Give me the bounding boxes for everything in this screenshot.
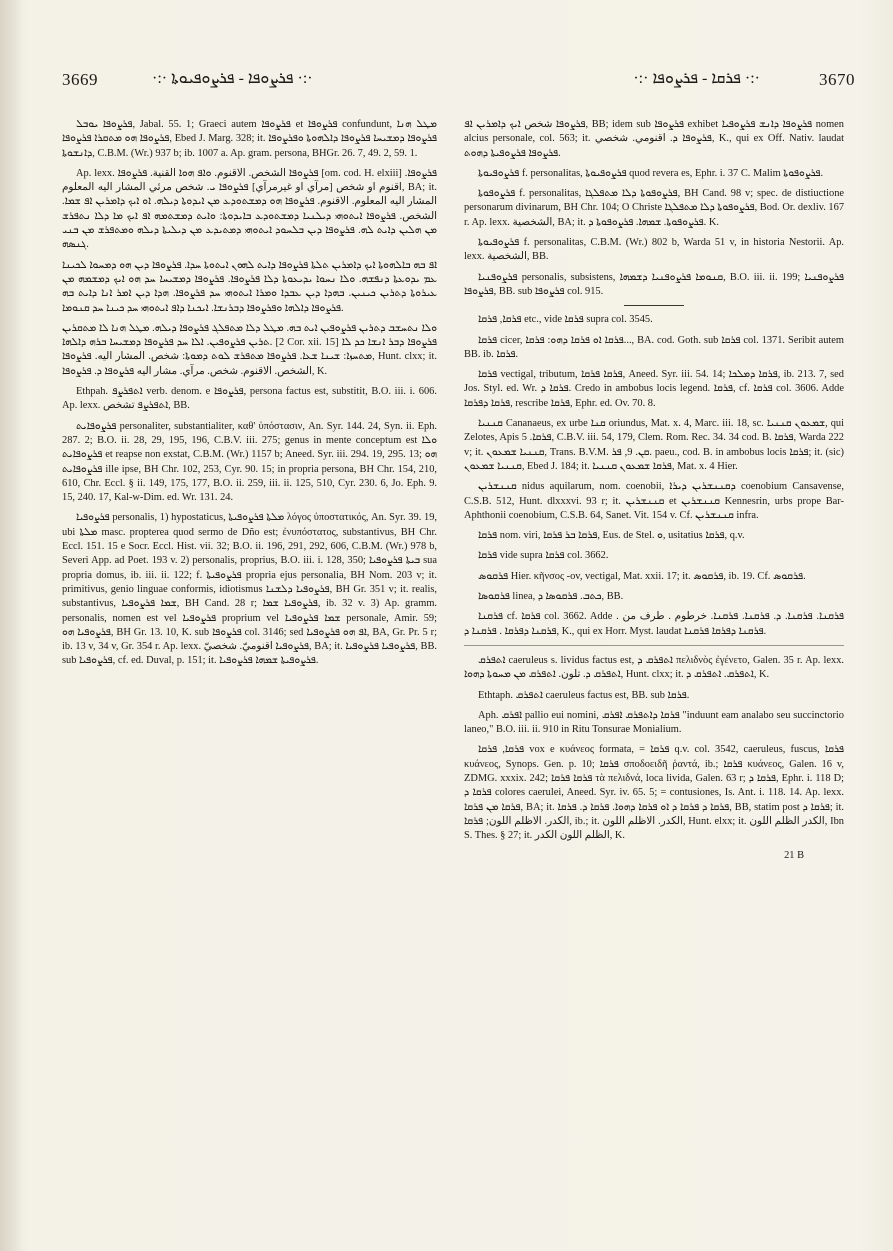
- entry: ܐܦ ܒܗ ܒܐܠܗܘܬܐ ܐܝܟ ܕܐܡܪܝܢ ܬܠܬܐ ܦܪܨܘܦܐ ܕܐܝܬ ܠܗܘܢ ܐܝܬܘܬܐ ܚܕܐ. ܦܪܨܘܦܐ ܕܝܢ ܗܘ ܕܡܚܘܐ ܠܟܝܢܐ ܥܡ ܝܕܘܥܬܐ ܕܢܦܫܗ. ܘܠܐ ܢܚܘܐ ܝܕܝܥܘܬܐ ܕܠܐ ܦܪܨܘܦܐ. ܦܪܨܘܦܐ ܕܡܫܝܚܐ ܚܕ ܗܘ ܐܝܟ ܕܡܫܡܗ ܡܢ ܥܝܪܘܬܐ ܕܬܪܝܢ ܟܝܢܝܢ. ܒܗܕܐ ܕܝܢ ܥܒܕܐ ܘܡܪܐ ܐܝܬܘܗܝ ܚܕ ܦܪܨܘܦܐ. ܗܕܐ ܕܝܢ ܐܡܪ ܐܢܐ ܕܐܝܬ ܒܗ ܦܪܨܘܦܐ ܕܐܠܗܐ ܘܦܪܨܘܦܐ ܕܒܪܢܫܐ. ܐܝܟܢܐ ܕܐܦ ܐܝܬܘܗܝ ܚܕ ܟܝܢܐ ܚܕ ܩܢܘܡܐ.: [62, 259, 437, 314]
- entry: Ethtaph. ܐܬܦܪܩ caeruleus factus est, BB. sub ܦܪܩܐ.: [478, 689, 690, 701]
- signature-mark: 21 B: [784, 850, 804, 862]
- entry: ܦܪܨܘܦܐ شخص ܐܝܟ ܕܐܡܪܝܢ ܐܦ, BB; idem sub ܦܪܨܘܦܐ exhibet ܦܪܨܘܦܐ ܕܐܢܫ ܦܪܨܘܦܝܐ nomen alcius personale, col. 563; it. ܦܪܨܘܦܐ ܕ. اقنومي. شخصي, K., qui ex Off. Nativ. laudat ܦܪܨܘܦܐ ܦܪܨܘܦܝܬܐ ܕܗܘܬ.: [464, 119, 844, 159]
- entry: ܘܠܐ ܢܬܚܫܒ ܕܬܪܝܢ ܦܪܨܘܦܝܢ ܐܝܬ ܒܗ. ܡܛܠ ܕܠܐ ܡܬܦܠܓ ܦܪܨܘܦܐ ܕܝܠܗ. ܡܛܠ ܗܢܐ ܠܐ ܡܬܩܪܝܢ ܬܪܝܢ ܦܪܨܘܦܝܢ. ܐܠܐ ܚܕ ܦܪܨܘܦܐ ܕܡܫܝܚܐ ܒܪܗ ܕܐܠܗܐ. [2 Cor. xii. 15] ܦܪܨܘܦܐ ܕܒܪ ܐܢܫܐ ܟܕ ܠܐ ܡܬܚܙܐ: ܫܝܢܐ ܫܥܐ. ܦܪܨܘܦܐ ܡܬܦܪܫ ܠܘܬ ܕܡܘܬܐ: شخص. المشار اليه. ܦܪܨܘܦܐ, Hunt. clxx; it. الشخص. الاقنوم. شخص. مرآي. مشار اليه ܦܪܨܘܦܐ ܕ. ܦܪܨܘܦܐ, K.: [62, 322, 437, 377]
- page-number-right: 3670: [819, 70, 855, 89]
- entry: ܦܪܨܘܦܢܝܐ personalis, subsistens, ܩܢܘܡܐ ܦܪܨܘܦܢܝܐ ܕܫܡܗܐ, B.O. iii. ii. 199; ܦܪܨܘܦܢܝܐ ܦܪܨܘܦܐ, BB. sub ܦܪܨܘܦܐ col. 915.: [464, 271, 844, 297]
- running-head-left: ·:· ܦܪܨܘܦܐ - ܦܪܨܘܦܝܘܬܐ ·:·: [152, 70, 313, 87]
- page-number-left: 3669: [62, 70, 98, 89]
- left-column: [62, 118, 437, 1208]
- entry: ܦܪܨܘܦܐ ܝܘܒܠ, Jabal. 55. 1; Graeci autem ܦܪܨܘܦܐ et ܦܪܨܘܦܐ confundunt, ܡܛܠ ܗܢܐ ܦܪܨܘܦܐ ܗܘ ܡܬܩܪܐ ܦܪܨܘܦܐ, Ebed J. Marg. 328; it. ܦܪܨܘܦܐ ܕܡܫܝܚܐ ܦܪܨܘܦܐ ܕܐܠܗܘܬܐ ܘܦܪܨܘܦܐ ܕܐܢܫܘܬܐ, C.B.M. (Wr.) 937 b; ib. 1007 a. Ap. gram. persona, BHGr. 26. 7, 49. 2, 59. 1.: [62, 119, 437, 159]
- entry: ܦܪܨܘܦܝܐ personalis, 1) hypostaticus, ܡܠܬܐ ܦܪܨܘܦܝܬܐ λόγος ὑποστατικός, An. Syr. 39. 19, ubi ܡܠܬܐ masc. propterea quod sermo de Dño est; ἐνυπόστατος, substantivus, BH Chr. Eccl. 151. 15 e Socr. Eccl. Hist. vii. 32; B.O. ii. 196, 291, 292, 606, C.B.M. (Wr.) 978 b, Severi App. ad Poet. 193 v. 2) personalis, proprius, B.O. iii. i. 128, 350; ܒܝܬܐ ܦܪܨܘܦܝܐ sua propria domus, ib. iii. ii. 122; f. ܦܪܨܘܦܝܬܐ propria ejus personalia, BH Nom. 203 v; it. primitivus, genio linguae conformis, idiotismus ܦܪܨܘܦܝܐ ܕܠܫܢܐ, BH Gr. 351 v; it. realis, substantivus, ܫܡܐ ܦܪܨܘܦܝܐ, BH Cand. 28 r; ܦܪܨܘܦܝܐ ܫܡܐ, ib. 32 v. 3) Ap. gramm. personalis, nomen est vel ܦܪܨܘܦܝܐ proprium vel ܫܡܐ ܦܪܨܘܦܝܐ personale, Amir. 59; ܦܪܨܘܦܝܐ ܗܘ, BH Gr. 13. 10, K. sub ܦܪܨܘܦܐ col. 3146; sed ܐܦ ܗܘ ܦܪܨܘܦܝܐ, BA, Gr. Pr. 5 r; ib. 13 v, 34 v, Gr. 354 r. Ap. lexx. ܦܪܨܘܦܝܐ اقنوميّ. شخصيّ, BA; it. ܦܪܨܘܦܝܐ ܦܪܨܘܦܝܐ, BB. sub ܦܪܨܘܦܝܐ, cf. ed. Duval, p. 151; it. ܦܪܨܘܦܝܬܐ ܫܡܗܐ ܦܪܨܘܦܝܐ.: [62, 512, 437, 667]
- entry: ܦܪܩܐ, ܦܪܩܐ etc., vide ܦܪܩܐ supra col. 3545.: [478, 314, 653, 326]
- entry: ܦܪܨܘܦܘܬܐ f. personalitas, ܦܪܨܘܦܘܬܐ ܕܠܐ ܡܬܦܠܓܐ, BH Cand. 98 v; spec. de distiuctione personarum divinarum, BH Chr. 104; O Christe ܦܪܨܘܦܘܬܐ ܕܠܐ ܡܬܦܠܓܐ, Bod. Or. dexliv. 167 r. Ap. lexx. الشخصية, BA; it. ܦܪܨܘܦܘܬܐ. ܫܡܗܐ. ܦܪܨܘܦܘܬܐ ܕ. K.: [464, 188, 844, 228]
- entry: ܦܪܩܐ cicer, ܦܪܩܐ ܐܘ ܦܪܩܐ ܕܗܘ: ܦܪܩܐ..., BA. cod. Goth. sub ܦܪܩܐ col. 1371. Seribit autem BB. ib. ܦܪܩܐ.: [464, 334, 844, 360]
- entry: ܦܪܩܘܣܐ linea, ܟܬܒ. ܦܪܩܘܣܐ ܕ, BB.: [478, 591, 624, 603]
- entry: ܦܪܩܐ, ܦܪܩܐ vox e κυάνεος formata, = ܦܪܩܐ q.v. col. 3542, caeruleus, fuscus, ܦܪܩܐ κυάνεος, Synops. Gen. p. 10; ܦܪܩܐ σποδοειδῆ ῥαντά, ib.; ܦܪܩܐ κυάνεος, Galen. 16 v, ZDMG. xxxix. 242; ܦܪܩܐ ܦܪܩܐ τὰ πελιδνά, loca livida, Galen. 63 r; ܦܪܩܐ ܕ, Ephr. i. 118 D; ܦܪܩܐ ܕ colores caerulei, Aneed. Syr. iv. 65. 5; = contusiones, Is. Ant. i. 118. 14. Ap. lexx. ܦܪܩܐ ܡܢ ܦܪܩܐ, BA; it. ܦܪܩܐ ܕ ܦܪܩܐ ܕ ܐܘ ܦܪܩܐ ܕܗܘܐ. ܦܪܩܐ ܕ. ܦܪܩܐ, BB, statim post ܦܪܩܐ ܕ; it. الكدر. الاظلم اللون; ܦܪܩܐ, ib.; it. الكدر. الاظلم اللون, Hunt. elxx; it. الكدر الظلم اللون, Ibn S. Thes. § 27; it. الظلم اللون الكدر, K.: [464, 744, 844, 842]
- entry: ܦܪܨܘܦܝܘܬܐ f. personalitas, ܦܪܨܘܦܝܘܬܐ quod revera es, Ephr. i. 37 C. Malim ܦܪܨܘܦܘܬܐ.: [478, 167, 824, 179]
- section-divider: [624, 305, 684, 306]
- right-column: [464, 118, 844, 1208]
- entry: Ethpah. ܐܬܦܪܨܦ verb. denom. e ܦܪܨܘܦܐ, persona factus est, substitit, B.O. iii. i. 606. Ap. lexx. ܐܬܦܪܨܦ تشخص, BB.: [62, 386, 437, 412]
- entry: ܦܪܩܐ nom. viri, ܦܪܩܐ ܒܪ ܦܪܩܐ, Eus. de Stel. ܘ, usitatius ܦܪܩܐ, q.v.: [478, 530, 745, 542]
- entry: ܩܢܢܫܪܝܢ nidus aquilarum, nom. coenobii, ܕܩܢܢܫܪܝܢ ܕܝܪܐ coenobium Cansavense, C.S.B. 512, Hunt. dlxxxvi. 93 r; it. ܩܢܢܫܪܝܢ et ܩܢܢܫܪܝܢ Kennesrin, urbs prope Bar-Aphthonii coenobium, C.S.B. 64, Sanet. Vit. 154 v. Cf. ܩܢܢܫܪܝܢ infra.: [464, 481, 844, 521]
- entry: Ap. lexx. ܦܪܨܘܦܐ الشخص. الاقنوم. ܘܐܦ ܗܘܐ القنية. ܦܪܨܘܦܐ [om. cod. H. elxiii] ܦܪܨܘܦܐ. اقنوم او شخص [مرآي او غيرمرآي] ܦܪܨܘܦܐ ܝ. شخص مرئي المشار اليه المعلوم, BA; it. المشار اليه المعلوم. الاقنوم. ܦܪܨܘܦܐ ܗܘ ܕܡܫܬܘܕܥ ܡܢ ܐܝܕܘܬܐ ܕܝܠܗ. ܐܘ ܐܝܟ ܕܐܡܪܝܢ ܐܦ ܫܡܐ. الشخص. ܦܪܨܘܦܐ ܐܝܬܘܗܝ ܕܝܠܢܝܐ ܕܡܫܬܘܕܥ ܒܐܝܕܘܬܐ: ܘܐܝܬ ܕܡܫܬܡܗ ܐܦ ܐܝܟ ܡܐ ܕܠܐ ܢܬܦܪܫ ܡܢ ܗܠܝܢ ܕܐܝܬ ܠܗ. ܦܪܨܘܦܐ ܕܝܢ ܒܠܚܘܕ ܐܝܬܘܗܝ ܕܡܬܝܕܥ ܡܢ ܕܝܠܝܬܐ ܕܝܠܗ ܘܡܬܦܪܫ ܡܢ ܒܢܝ ܓܢܣܗ.: [62, 167, 437, 251]
- running-head-right: ·:· ܦܪܩܐ - ܦܪܨܘܦܐ ·:·: [633, 70, 760, 87]
- entry: ܦܪܨܘܦܝܘܬܐ f. personalitas, C.B.M. (Wr.) 802 b, Warda 51 v, in historia Nestorii. Ap. lexx. الشخصية, BB.: [464, 237, 844, 263]
- page-fold-shadow: [0, 0, 22, 1251]
- entry: ܦܪܩܐ vide supra ܦܪܩܐ col. 3662.: [478, 550, 609, 562]
- section-divider: [464, 645, 844, 646]
- entry: ܩܢܢܝܐ Cananaeus, ex urbe ܩܢܐ oriundus, Mat. x. 4, Marc. iii. 18, sc. ܫܡܥܘܢ ܩܢܢܝܐ, qui Zelotes, Apis ܦܪܩܐ. 5, C.B.V. iii. 54, 179, Clem. Rom. Rec. 34. 34 cod. B. ܦܪܩܐ, Warda 222 v; it. ܩܢܢܝܐ ܫܡܥܘܢ, Trans. B.V.M. ܩܢ. 9, ܦܪ. paeu., cod. B. in ambobus locis ܦܪܩܐ; it. (sic) ܩܢܢܝܐ ܫܡܥܘܢ, Ebed J. 184; it. ܦܪܩܐ ܫܡܥܘܢ ܩܢܢܝܐ, Mat. x. 4 Hier.: [464, 418, 844, 472]
- entry: ܦܪܨܘܦܐܝܬ personaliter, substantialiter, καθ' ὑπόστασιν, An. Syr. 144. 24, Syn. ii. Eph. 287. 2; B.O. ii. 28, 29, 195, 196, C.B.V. iii. 275; genus in mente conceptum est ܘܠܐ ܦܪܨܘܦܐܝܬ et reapse non exstat, C.B.M. (Wr.) 1157 b; Aneed. Syr. iii. 294. 19, 295. 13; ܗܘ ܦܪܨܘܦܐܝܬ ille ipse, BH Chr. 102, 253, Cyr. 90. 15; in propria persona, BH Chr. 154, 210, 610, Chr. Eccl. § ii. 149, 175, 177, B.O. ii. 259, iii. ii. 125, 510, Cyr. 230. 6, Jo. Eph. 9. 15, 240. 17, Kal-w-Dim. ed. Wr. 131. 24.: [62, 420, 437, 504]
- entry: ܦܪܩܢܐ cf. ܦܪܩܐ col. 3662. Adde ܦܪܩܢܐ. ܦܪܩܢܐ. ܕ. ܦܪܩܢܐ. ܦܪܩܢܐ. خرطوم . طرف من . ܦܪܩܢܐ ܕܦܪܩܐ . ܦܪܩܢܐ ܕ, K., qui ex Horr. Myst. laudat ܦܪܩܢܐ ܕܦܪܩܐ ܦܪܩܢܐ.: [464, 611, 844, 637]
- entry: Aph. ܐܦܪܩ pallio eui nomini, ܦܪܩܐ ܕܐܬܦܪܩ ܐܦܪܩ "induunt eam analabo seu succinctorio laneo," B.O. iii. ii. 910 in Ritu Tonsurae Monialium.: [464, 709, 844, 736]
- entry: ܐܬܦܪܩ caeruleus s. lividus factus est, ܐܬܦܪܩ ܕ πελιδνὸς ἐγένετο, Galen. 35 r. Ap. lexx. ܐܬܦܪܩ ܕ. تلون. ܐܬܦܪܩ ܡܢ ܡܚܘܬܐ ܕܗܘܐ, Hunt. clxx; it. ܐܬܦܪܩ. ܐܬܦܪܩ ܕ, K.: [464, 654, 844, 681]
- entry: ܦܪܩܐ vectigal, tributum, ܦܪܩܐ ܦܪܩܐ, Aneed. Syr. iii. 54. 14; ܦܪܩܐ ܕܡܠܟܐ, ib. 213. 7, sed Jos. Styl. ed. Wr. ܦܪܩܐ ܕ. Credo in ambobus locis legend. ܦܪܩܐ, cf. ܦܪܩܐ col. 3606. Adde ܦܪܩܐ ܕܦܪܩܐ, rescribe ܦܪܩܐ, Ephr. ed. Ov. 70. 8.: [464, 369, 844, 409]
- entry: ܦܪܩܘܣ Hier. κῆνσος -ov, vectigal, Mat. xxii. 17; it. ܦܪܩܘܣ, ib. 19. Cf. ܦܪܩܘܣ.: [478, 570, 806, 582]
- page-header: [62, 70, 855, 98]
